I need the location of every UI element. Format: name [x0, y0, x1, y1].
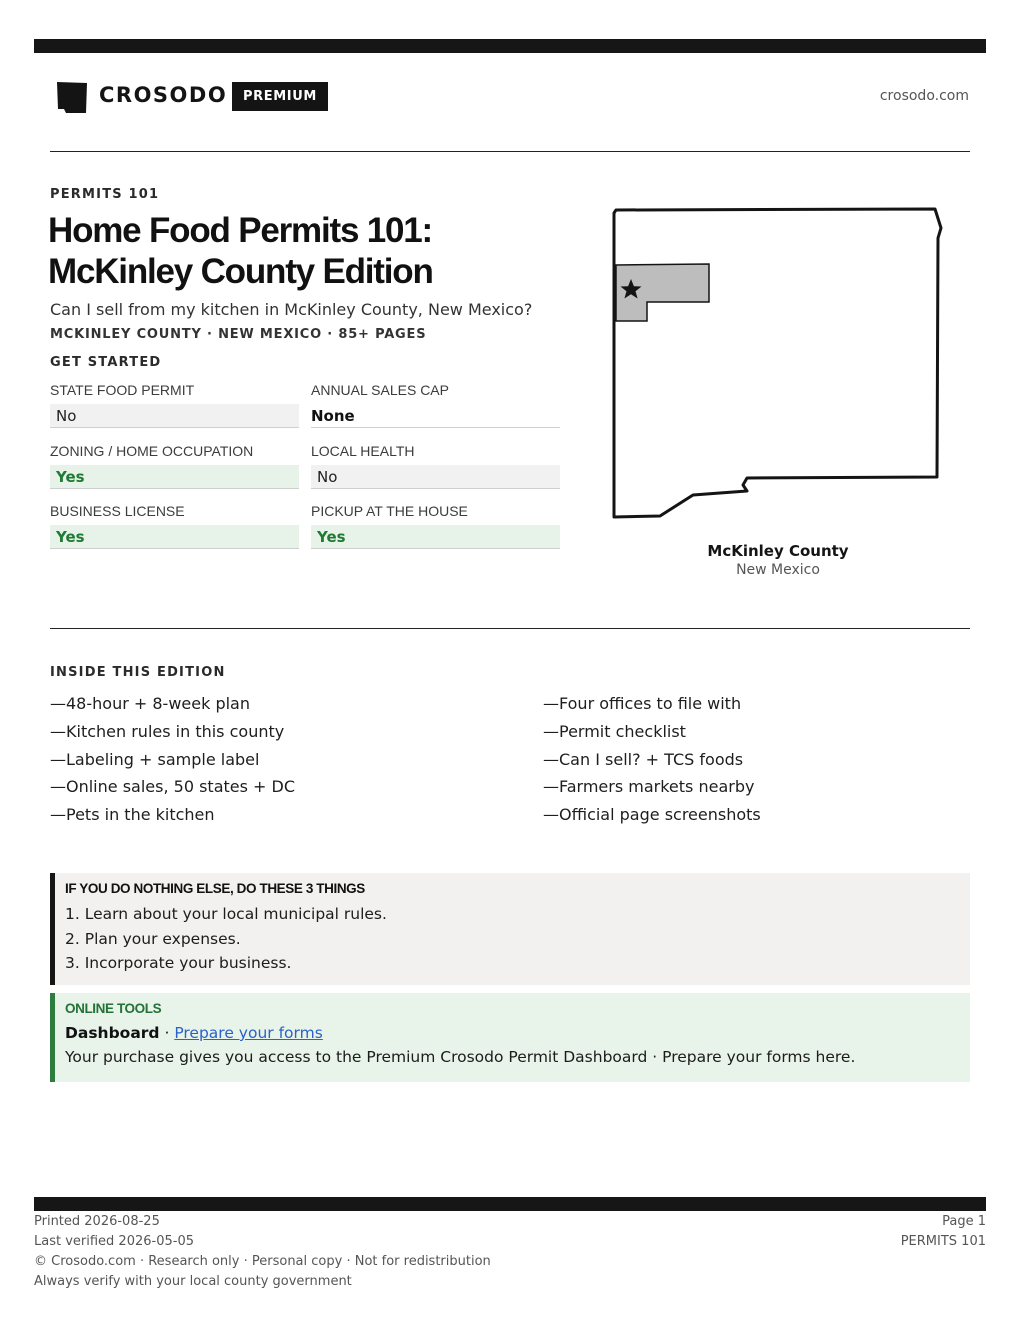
divider [50, 151, 970, 152]
printed-date: Printed 2026-08-25 [34, 1214, 160, 1229]
fact-annual-sales-cap [311, 382, 560, 428]
footer-right [901, 1212, 986, 1252]
contents-item: —48-hour + 8-week plan [50, 694, 250, 713]
fact-pickup [311, 503, 560, 549]
copyright: © Crosodo.com · Research only · Personal copy · Not for redistribution [34, 1254, 491, 1269]
fact-value: Yes [311, 525, 560, 549]
get-started-label: GET STARTED [50, 355, 162, 370]
fact-value: Yes [50, 525, 299, 549]
fact-zoning [50, 443, 299, 489]
contents-item: —Labeling + sample label [50, 749, 260, 769]
page-title [48, 210, 608, 292]
callout-list [65, 902, 970, 976]
footer-left [34, 1212, 491, 1292]
top-bar [34, 39, 986, 53]
bottom-bar [34, 1197, 986, 1211]
divider [50, 628, 970, 629]
prepare-forms-link[interactable]: Prepare your forms [174, 1024, 323, 1042]
fact-label: LOCAL HEALTH [311, 443, 415, 459]
dashboard-label: Dashboard [65, 1024, 160, 1042]
tools-heading: ONLINE TOOLS [65, 1001, 162, 1016]
contents-item: —Kitchen rules in this county [50, 721, 285, 741]
subtitle: Can I sell from my kitchen in McKinley County, New Mexico? [50, 300, 533, 319]
edition-meta: MCKINLEY COUNTY · NEW MEXICO · 85+ PAGES [50, 327, 427, 342]
premium-badge: PREMIUM [232, 82, 328, 111]
verified-date: Last verified 2026-05-05 [34, 1234, 194, 1249]
contents-item: —Online sales, 50 states + DC [50, 777, 296, 797]
page-number: Page 1 [942, 1214, 986, 1229]
fact-label: PICKUP AT THE HOUSE [311, 503, 468, 519]
fact-label: STATE FOOD PERMIT [50, 382, 195, 398]
fact-label: BUSINESS LICENSE [50, 503, 185, 519]
fact-business-license [50, 503, 299, 549]
fact-label: ZONING / HOME OCCUPATION [50, 443, 254, 459]
fact-value: Yes [50, 465, 299, 489]
site-url[interactable]: crosodo.com [879, 88, 969, 104]
header [50, 78, 970, 118]
title-line-2: McKinley County Edition [48, 252, 433, 291]
inside-edition-label: INSIDE THIS EDITION [50, 665, 226, 680]
top-three-callout [50, 873, 970, 985]
footer-section: PERMITS 101 [900, 1234, 986, 1249]
fact-state-food-permit [50, 382, 299, 428]
new-mexico-logo-icon [54, 80, 88, 114]
map-caption [610, 542, 946, 578]
fact-value: No [311, 465, 560, 489]
contents-item: —Farmers markets nearby [543, 777, 755, 797]
separator: · [159, 1024, 175, 1042]
fact-local-health [311, 443, 560, 489]
callout-heading: IF YOU DO NOTHING ELSE, DO THESE 3 THINGS [65, 881, 365, 896]
contents-list-right [543, 690, 761, 829]
title-line-1: Home Food Permits 101: [48, 211, 432, 250]
callout-item: 3. Incorporate your business. [65, 954, 292, 972]
online-tools-box [50, 993, 970, 1082]
contents-item: —Official page screenshots [543, 805, 761, 825]
contents-item: —Permit checklist [543, 721, 686, 741]
eyebrow: PERMITS 101 [50, 187, 160, 202]
contents-item: —Can I sell? + TCS foods [543, 749, 744, 769]
tools-description: Your purchase gives you access to the Premium Crosodo Permit Dashboard · Prepare your forms here. [65, 1048, 856, 1066]
state-outline [614, 209, 941, 517]
disclaimer: Always verify with your local county government [34, 1274, 352, 1289]
fact-label: ANNUAL SALES CAP [311, 382, 449, 398]
callout-item: 1. Learn about your local municipal rules. [65, 905, 387, 923]
map-state-name: New Mexico [736, 562, 820, 578]
contents-list-left [50, 690, 295, 829]
state-map [610, 205, 946, 523]
brand-name: CROSODO [99, 83, 228, 107]
fact-value: None [311, 404, 560, 428]
contents-item: —Four offices to file with [543, 694, 742, 713]
callout-item: 2. Plan your expenses. [65, 929, 241, 948]
fact-value: No [50, 404, 299, 428]
contents-item: —Pets in the kitchen [50, 805, 215, 825]
tools-links [65, 1024, 970, 1042]
map-county-name: McKinley County [707, 542, 849, 560]
